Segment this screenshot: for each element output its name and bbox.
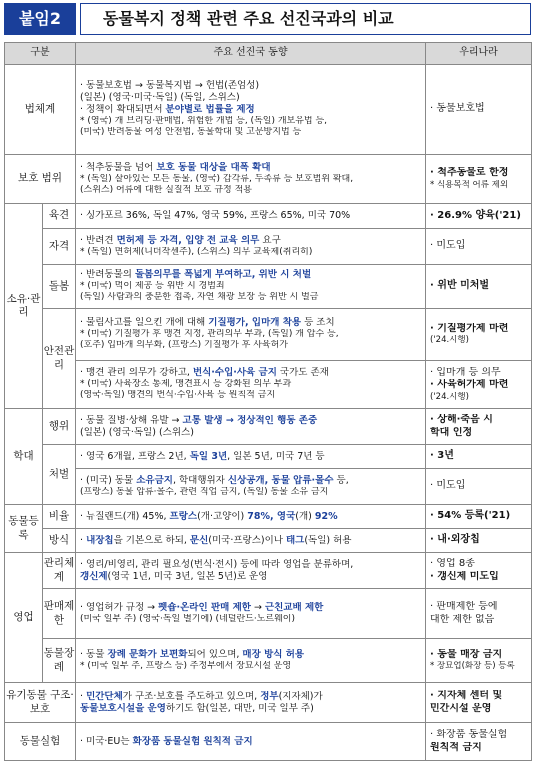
rate-text-3: (개·고양이) xyxy=(197,510,248,522)
scope-line-1 xyxy=(80,162,421,174)
mgmt-line-1: · 영리/비영리, 관리 필요성(번식·전시) 등에 따라 영업을 분류하며, xyxy=(80,558,354,570)
lab-korea-1: · 화장품 동물실험 xyxy=(430,729,508,740)
show-korea-2: * 장묘업(화장 등) 등록 xyxy=(430,661,515,672)
table-header-row xyxy=(5,43,532,65)
safety-korea-2c: ('24.시행) xyxy=(430,391,469,402)
scope-korea xyxy=(426,155,532,204)
table-row-abuse-act xyxy=(5,409,532,445)
pun-line-3: (프랑스) 동물 압류·몰수, 관련 직업 금지, (독일) 동물 소유 금지 xyxy=(80,486,329,497)
safety-line-1 xyxy=(80,317,421,329)
safety-korea-2 xyxy=(426,361,532,409)
table-row-reg-rate xyxy=(5,505,532,529)
mgmt-korea-2: · 갱신제 미도입 xyxy=(430,570,499,582)
row-label-scope: 보호 범위 xyxy=(5,155,76,204)
rescue-korea xyxy=(426,683,532,723)
pun-line-1a: · 영국 6개월, 프랑스 2년, xyxy=(80,450,190,462)
act-line-1a: · 동물 질병·상해 유발 → xyxy=(80,414,183,426)
lab-korea xyxy=(426,723,532,761)
table-row-abuse-pun-2 xyxy=(5,469,532,505)
safety-line-1c: 등 조치 xyxy=(301,317,335,329)
safety-korea-2b: · 사육허가제 마련 xyxy=(430,379,509,391)
table-row-biz-show xyxy=(5,639,532,683)
page-title: 동물복지 정책 관련 주요 선진국과의 비교 xyxy=(80,3,531,35)
mgmt-advanced xyxy=(76,553,426,589)
show-korea xyxy=(426,639,532,683)
mgmt-korea xyxy=(426,553,532,589)
law-note-1: * (영국) 개 브리딩·판매법, 위험한 개법 등, (독일) 개보유법 등, xyxy=(80,116,328,127)
care-line-1a: · 반려동물의 xyxy=(80,269,135,281)
rate-text-2: 프랑스 xyxy=(169,510,198,522)
lab-line xyxy=(80,736,421,748)
method-text-4: 문신 xyxy=(189,534,209,546)
safety-note-1: * (미국) 기질평가 후 맹견 지정, 관리의무 부과, (독일) 개 압수 등, xyxy=(80,329,339,340)
table-row-biz-sale xyxy=(5,589,532,639)
sub-label-sale: 판매제한 xyxy=(43,589,76,639)
show-line-1c: 되어 있으며, xyxy=(187,648,243,660)
method-text-6: 태그 xyxy=(285,534,305,546)
rate-text-5: (개) xyxy=(295,510,315,522)
safety-advanced-2 xyxy=(76,361,426,409)
cert-line-1 xyxy=(80,235,421,247)
pun-line-1b: 독일 3년 xyxy=(189,450,228,462)
edu-text: · 싱가포르 36%, 독일 47%, 영국 59%, 프랑스 65%, 미국 70% xyxy=(80,210,351,222)
sub-label-edu: 육견 xyxy=(43,204,76,229)
table-row-rescue xyxy=(5,683,532,723)
rate-text-6: 92% xyxy=(314,510,338,522)
pun-advanced-1 xyxy=(76,445,426,469)
act-korea-2: 학대 인정 xyxy=(430,426,473,438)
method-text-3: 을 기본으로 하되, xyxy=(113,534,190,546)
safety-note-4: (영국·독일) 맹견의 번식·수입·사육 등 원칙적 금지 xyxy=(80,390,276,401)
act-line-1b: 고통 발생 → 정상적인 행동 존중 xyxy=(182,414,318,426)
law-line-3 xyxy=(80,104,421,116)
rescue-korea-1: · 지자체 센터 및 xyxy=(430,690,503,701)
sub-label-care: 돌봄 xyxy=(43,265,76,309)
act-line-1 xyxy=(80,415,421,427)
act-advanced xyxy=(76,409,426,445)
rescue-line-2 xyxy=(80,703,421,715)
show-line-1d: 매장 방식 허용 xyxy=(242,648,305,660)
lab-text-2: 화장품 동물실험 원칙적 금지 xyxy=(132,735,253,747)
row-label-reg: 동물등록 xyxy=(5,505,43,553)
row-label-law: 법체계 xyxy=(5,65,76,155)
sub-label-rate: 비율 xyxy=(43,505,76,529)
sale-korea xyxy=(426,589,532,639)
cert-advanced xyxy=(76,229,426,265)
sub-label-pun: 처벌 xyxy=(43,445,76,505)
pun-line-1c: , 일본 5년, 미국 7년 등 xyxy=(227,450,325,462)
table-row-own-care xyxy=(5,265,532,309)
rate-text-1: · 뉴질랜드(개) 45%, xyxy=(80,510,170,522)
table-row-own-safety-1 xyxy=(5,309,532,361)
row-label-biz: 영업 xyxy=(5,553,43,683)
rescue-advanced xyxy=(76,683,426,723)
pun-line-2b: 소유금지 xyxy=(136,474,173,486)
act-line-2: (일본) (영국·독일) (스위스) xyxy=(80,426,194,438)
row-label-lab: 동물실험 xyxy=(5,723,76,761)
law-korea: · 동물보호법 xyxy=(426,65,532,155)
table-row-scope xyxy=(5,155,532,204)
law-line-1: · 동물보호법 → 동물복지법 → 헌법(존엄성) xyxy=(80,80,260,92)
rescue-line-1b: 민간단체 xyxy=(86,690,123,702)
sale-line-1d: 근친교배 제한 xyxy=(264,601,324,613)
table-row-abuse-pun-1 xyxy=(5,445,532,469)
show-note-1: * (미국 일부 주, 프랑스 등) 주정부에서 장묘시설 운영 xyxy=(80,660,292,671)
care-note-1: * (미국) 먹이 제공 등 위반 시 경범죄 xyxy=(80,281,225,292)
lab-korea-2: 원칙적 금지 xyxy=(430,741,482,753)
sub-label-safety: 안전관리 xyxy=(43,309,76,409)
sub-label-show: 동물장례 xyxy=(43,639,76,683)
pun-line-2a: · (미국) 동물 xyxy=(80,474,137,486)
sale-korea-1: · 판매제한 등에 xyxy=(430,601,498,612)
rate-line xyxy=(80,511,421,523)
table-row-biz-mgmt xyxy=(5,553,532,589)
scope-korea-2: * 식용목적 어류 제외 xyxy=(430,179,509,190)
safety-line-2 xyxy=(80,367,421,379)
safety-korea-1a: · 기질평가제 마련 xyxy=(430,322,509,334)
edu-korea: · 26.9% 양육('21) xyxy=(426,204,532,229)
scope-line-1b: 보호 동물 대상을 대폭 확대 xyxy=(156,161,271,173)
scope-line-1a: · 척추동물을 넘어 xyxy=(80,161,157,173)
table-row-own-cert xyxy=(5,229,532,265)
rescue-line-1d: 정부 xyxy=(260,690,279,702)
rescue-korea-2: 민간시설 운영 xyxy=(430,702,492,714)
rescue-line-1 xyxy=(80,691,421,703)
table-row-lab xyxy=(5,723,532,761)
method-advanced xyxy=(76,529,426,553)
pun-line-2c: , 학대행위자 xyxy=(172,474,228,486)
rescue-line-2b: 하기도 함(일본, 대만, 미국 일부 주) xyxy=(165,702,314,714)
row-label-rescue: 유기동물 구조·보호 xyxy=(5,683,76,723)
care-line-1 xyxy=(80,269,421,281)
table-row-own-safety-2 xyxy=(5,361,532,409)
pun-line-1 xyxy=(80,451,421,463)
safety-line-2b: 번식·수입·사육 금지 xyxy=(192,367,277,379)
care-advanced xyxy=(76,265,426,309)
safety-line-2a: · 맹견 관리 의무가 강하고, xyxy=(80,367,193,379)
law-line-3b: 분야별로 법률을 제정 xyxy=(165,104,255,116)
sale-korea-2: 대한 제한 없음 xyxy=(430,613,495,625)
sale-line-2: (미국 일부 주) (영국·독일 별기에) (네덜란드·노르웨이) xyxy=(80,613,295,624)
table-row-law xyxy=(5,65,532,155)
scope-note-1: * (독일) 살아있는 모든 동물, (영국) 갑각류, 두족류 등 보호범위 확대, xyxy=(80,173,354,184)
safety-korea-1b: ('24.시행) xyxy=(430,335,469,346)
rate-advanced xyxy=(76,505,426,529)
safety-line-1b: 기질평가, 입마개 착용 xyxy=(208,317,302,329)
show-line-1b: 장례 문화가 보편화 xyxy=(107,648,188,660)
safety-line-2c: 국가도 존재 xyxy=(276,367,329,379)
safety-korea-2a: · 입마개 등 의무 xyxy=(430,366,501,378)
rescue-line-1e: (지자체)가 xyxy=(278,690,323,702)
safety-korea-1 xyxy=(426,309,532,361)
lab-advanced xyxy=(76,723,426,761)
col-header-advanced: 주요 선진국 동향 xyxy=(76,43,426,65)
pun-advanced-2 xyxy=(76,469,426,505)
pun-line-2d: 신상공개, 동물 압류·몰수 xyxy=(227,474,334,486)
sale-line-1a: · 영업허가 규정 → xyxy=(80,601,159,613)
law-advanced xyxy=(76,65,426,155)
rescue-line-2a: 동물보호시설을 운영 xyxy=(80,702,166,714)
pun-korea-1: · 3년 xyxy=(426,445,532,469)
care-korea: · 위반 미처벌 xyxy=(426,265,532,309)
row-label-abuse: 학대 xyxy=(5,409,43,505)
method-text-5: (미국·프랑스)이나 xyxy=(208,534,286,546)
pun-korea-2: · 미도입 xyxy=(426,469,532,505)
law-note-2: (미국) 반려동물 여성 안전법, 동물학대 및 고문방지법 등 xyxy=(80,127,302,138)
show-korea-1: · 동물 매장 금지 xyxy=(430,648,503,660)
scope-advanced xyxy=(76,155,426,204)
safety-advanced-1 xyxy=(76,309,426,361)
method-line xyxy=(80,535,421,547)
scope-note-2: (스위스) 어류에 대한 실질적 보호 규정 적용 xyxy=(80,184,253,195)
table-row-reg-method xyxy=(5,529,532,553)
act-korea-1: · 상해·죽음 시 xyxy=(430,414,493,425)
rate-text-4: 78%, 영국 xyxy=(247,510,296,522)
cert-note-1: * (독일) 면허제(니더작센주), (스위스) 의무 교육제(취리히) xyxy=(80,246,313,257)
show-line-1 xyxy=(80,649,421,661)
method-text-1: · xyxy=(80,534,87,546)
pun-line-2 xyxy=(80,475,421,487)
mgmt-korea-1: · 영업 8종 xyxy=(430,558,475,569)
safety-line-1a: · 물림사고를 일으킨 개에 대해 xyxy=(80,317,209,329)
method-korea: · 내·외장칩 xyxy=(426,529,532,553)
rescue-line-1c: 가 구조·보호를 주도하고 있으며, xyxy=(122,690,261,702)
sale-line-1 xyxy=(80,602,421,614)
act-korea xyxy=(426,409,532,445)
pun-line-2e: 등, xyxy=(333,474,349,486)
sub-label-act: 행위 xyxy=(43,409,76,445)
comparison-table xyxy=(4,42,532,761)
method-text-7: (독일) 허용 xyxy=(304,534,352,546)
rescue-line-1a: · xyxy=(80,690,87,702)
header xyxy=(0,0,535,40)
mgmt-line-2a: 갱신제 xyxy=(80,570,108,582)
law-line-3a: · 정책이 확대되면서 xyxy=(80,104,166,116)
show-advanced xyxy=(76,639,426,683)
law-line-2: (일본) (영국·미국·독일) (독일, 스위스) xyxy=(80,92,240,104)
show-line-1a: · 동물 xyxy=(80,648,108,660)
col-header-category: 구분 xyxy=(5,43,76,65)
sub-label-method: 방식 xyxy=(43,529,76,553)
table-row-own-edu xyxy=(5,204,532,229)
cert-line-1b: 면허제 등 자격, 입양 전 교육 의무 xyxy=(116,234,260,246)
sub-label-cert: 자격 xyxy=(43,229,76,265)
safety-note-3: * (미국) 사육장소 통제, 맹견표시 등 강화된 의무 부과 xyxy=(80,379,292,390)
rate-korea: · 54% 등록('21) xyxy=(426,505,532,529)
lab-text-1: · 미국·EU는 xyxy=(80,735,133,747)
cert-line-1c: 요구 xyxy=(259,234,281,246)
method-text-2: 내장칩 xyxy=(86,534,114,546)
care-line-1b: 돌봄의무를 폭넓게 부여하고, 위반 시 처벌 xyxy=(134,269,312,281)
row-label-own: 소유·관리 xyxy=(5,204,43,409)
cert-line-1a: · 반려견 xyxy=(80,234,117,246)
safety-note-2: (호주) 입마개 의무화, (프랑스) 기질평가 후 사육허가 xyxy=(80,340,288,351)
care-note-2: (독일) 사람과의 충분한 접촉, 자연 채광 보장 등 위반 시 벌금 xyxy=(80,292,319,303)
sale-line-1b: 펫숍·온라인 판매 제한 xyxy=(158,601,251,613)
edu-advanced xyxy=(76,204,426,229)
scope-korea-1: · 척추동물로 한정 xyxy=(430,167,509,179)
col-header-korea: 우리나라 xyxy=(426,43,532,65)
cert-korea: · 미도입 xyxy=(426,229,532,265)
sub-label-mgmt: 관리체계 xyxy=(43,553,76,589)
sale-advanced xyxy=(76,589,426,639)
attachment-badge: 붙임2 xyxy=(4,3,76,35)
mgmt-line-2b: (영국 1년, 미국 3년, 일본 5년)로 운영 xyxy=(107,570,268,582)
sale-line-1c: → xyxy=(250,601,265,613)
mgmt-line-2 xyxy=(80,571,421,583)
